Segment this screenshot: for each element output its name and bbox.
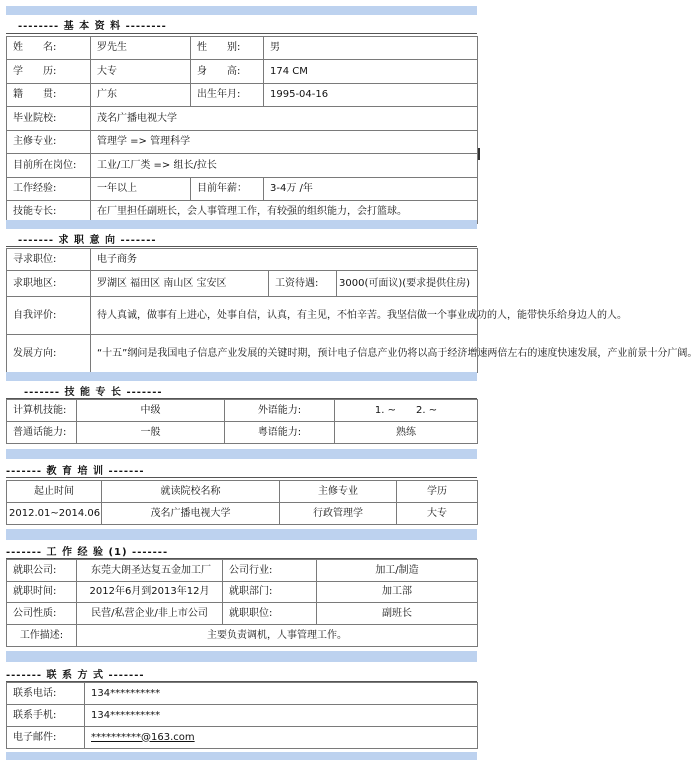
value: 一般 — [77, 422, 225, 444]
label: 求职地区: — [7, 271, 91, 297]
value: 中级 — [77, 400, 225, 422]
value: 加工/制造 — [317, 560, 478, 582]
label: 就职职位: — [223, 603, 317, 625]
value: 熟练 — [335, 422, 478, 444]
label: 电子邮件: — [7, 727, 85, 749]
section-title: ------- 工 作 经 验 (1) ------- — [6, 547, 169, 558]
label: 工作经验: — [7, 178, 91, 201]
label: 就职公司: — [7, 560, 77, 582]
scroll-marker — [478, 148, 480, 160]
label: 联系电话: — [7, 683, 85, 705]
section-header-skill — [6, 382, 477, 399]
footer-band — [6, 752, 477, 760]
value: 广东 — [91, 84, 191, 107]
label: 计算机技能: — [7, 400, 77, 422]
label: 就职时间: — [7, 582, 77, 603]
section-header-edu — [6, 460, 477, 478]
section-title: -------- 基 本 资 料 -------- — [18, 21, 167, 32]
section-header-work — [6, 541, 477, 559]
value: 134********** — [85, 683, 478, 705]
section-header-contact — [6, 663, 477, 682]
column-header: 学历 — [397, 481, 478, 503]
label: 自我评价: — [7, 297, 91, 335]
label: 技能专长: — [7, 201, 91, 224]
label: 就职部门: — [223, 582, 317, 603]
section-band — [6, 529, 477, 540]
table-cell: 茂名广播电视大学 — [102, 503, 280, 525]
value: 茂名广播电视大学 — [91, 107, 478, 131]
value: 男 — [264, 37, 478, 60]
basic-info-table — [6, 36, 478, 224]
label: 工作描述: — [7, 625, 77, 647]
section-header-basic — [6, 15, 477, 34]
label: 目前所在岗位: — [7, 154, 91, 178]
label: 粤语能力: — [225, 422, 335, 444]
value: 一年以上 — [91, 178, 191, 201]
section-band — [6, 220, 477, 229]
value: 加工部 — [317, 582, 478, 603]
value: 1995-04-16 — [264, 84, 478, 107]
column-header: 就读院校名称 — [102, 481, 280, 503]
column-header: 主修专业 — [280, 481, 397, 503]
section-band — [6, 449, 477, 459]
section-title: ------- 技 能 专 长 ------- — [24, 387, 163, 398]
value: 主要负责调机，人事管理工作。 — [77, 625, 478, 647]
label: 身 高: — [191, 60, 264, 84]
section-band — [6, 6, 477, 15]
column-header: 起止时间 — [7, 481, 102, 503]
value: 134********** — [85, 705, 478, 727]
label: 工资待遇: — [269, 271, 337, 297]
value: 管理学 => 管理科学 — [91, 131, 478, 154]
section-title: ------- 求 职 意 向 ------- — [18, 235, 157, 246]
email-link[interactable]: **********@163.com — [85, 727, 478, 749]
value: 副班长 — [317, 603, 478, 625]
table-cell: 2012.01~2014.06 — [7, 503, 102, 525]
section-header-intent — [6, 230, 477, 247]
value: 在厂里担任副班长，会人事管理工作，有较强的组织能力，会打篮球。 — [91, 201, 478, 224]
label: 寻求职位: — [7, 249, 91, 271]
value: 待人真诚，做事有上进心，处事自信，认真，有主见，不怕辛苦。我坚信做一个事业成功的人，能带快乐给身边人的人。 — [91, 297, 478, 335]
section-title: ------- 联 系 方 式 ------- — [6, 670, 145, 681]
value: 174 CM — [264, 60, 478, 84]
section-band — [6, 651, 477, 662]
value: “十五”纲问是我国电子信息产业发展的关键时期，预计电子信息产业仍将以高于经济增速两倍左右的速度快速发展，产业前景十分广阔。 — [91, 335, 478, 373]
label: 籍 贯: — [7, 84, 91, 107]
section-band — [6, 372, 477, 381]
label: 公司行业: — [223, 560, 317, 582]
value: 东莞大朗圣达复五金加工厂 — [77, 560, 223, 582]
label: 公司性质: — [7, 603, 77, 625]
label: 姓 名: — [7, 37, 91, 60]
label: 联系手机: — [7, 705, 85, 727]
value: 电子商务 — [91, 249, 478, 271]
skill-table — [6, 399, 478, 444]
label: 主修专业: — [7, 131, 91, 154]
label: 外语能力: — [225, 400, 335, 422]
value: 民营/私营企业/非上市公司 — [77, 603, 223, 625]
label: 性 别: — [191, 37, 264, 60]
label: 学 历: — [7, 60, 91, 84]
intent-table — [6, 248, 697, 373]
value: 3000(可面议)(要求提供住房) — [337, 271, 478, 297]
value: 2012年6月到2013年12月 — [77, 582, 223, 603]
value: 大专 — [91, 60, 191, 84]
contact-table — [6, 682, 478, 749]
table-cell: 行政管理学 — [280, 503, 397, 525]
label: 毕业院校: — [7, 107, 91, 131]
value: 1. ~ 2. ~ — [335, 400, 478, 422]
label: 目前年薪： — [191, 178, 264, 201]
work-table — [6, 559, 478, 647]
education-table — [6, 480, 478, 525]
value: 工业/工厂类 => 组长/拉长 — [91, 154, 478, 178]
label: 发展方向: — [7, 335, 91, 373]
label: 普通话能力: — [7, 422, 77, 444]
section-title: ------- 教 育 培 训 ------- — [6, 466, 145, 477]
value: 3-4万 /年 — [264, 178, 478, 201]
table-cell: 大专 — [397, 503, 478, 525]
value: 罗湖区 福田区 南山区 宝安区 — [91, 271, 269, 297]
value: 罗先生 — [91, 37, 191, 60]
label: 出生年月: — [191, 84, 264, 107]
